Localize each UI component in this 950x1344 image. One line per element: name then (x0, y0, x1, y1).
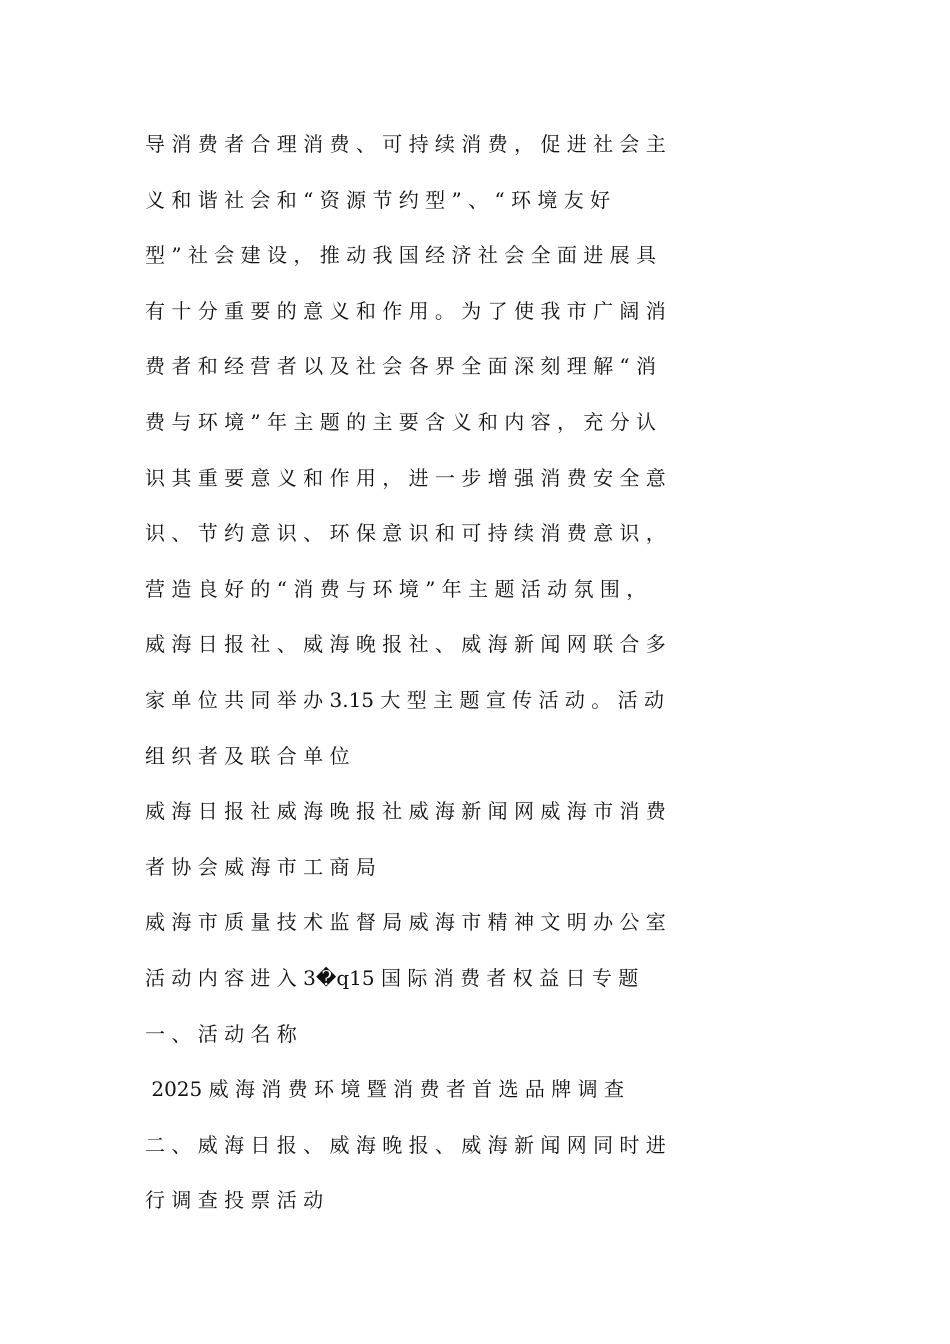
text-line: 威 海 市 质 量 技 术 监 督 局 威 海 市 精 神 文 明 办 公 室 (145, 910, 666, 935)
text-line: 费 与 环 境 ” 年 主 题 的 主 要 含 义 和 内 容 ， 充 分 认 (145, 409, 657, 434)
section-heading: 一 、 活 动 名 称 (145, 1021, 297, 1046)
text-line: 义 和 谐 社 会 和 “ 资 源 节 约 型 ” 、 “ 环 境 友 好 (145, 187, 611, 212)
section-heading: 二 、 威 海 日 报 、 威 海 晚 报 、 威 海 新 闻 网 同 时 进 (145, 1132, 666, 1157)
text-line: 者 协 会 威 海 市 工 商 局 (145, 854, 376, 879)
text-line: 2025 威 海 消 费 环 境 暨 消 费 者 首 选 品 牌 调 查 (145, 1077, 624, 1102)
text-line: 营 造 良 好 的 “ 消 费 与 环 境 ” 年 主 题 活 动 氛 围 ， (145, 576, 647, 601)
body-text (145, 117, 815, 1229)
text-line: 识 、 节 约 意 识 、 环 保 意 识 和 可 持 续 消 费 意 识 ， (145, 521, 666, 546)
text-line: 有 十 分 重 要 的 意 义 和 作 用 。 为 了 使 我 市 广 阔 消 (145, 298, 666, 323)
text-line: 费 者 和 经 营 者 以 及 社 会 各 界 全 面 深 刻 理 解 “ 消 (145, 354, 657, 379)
text-line: 识 其 重 要 意 义 和 作 用 ， 进 一 步 增 强 消 费 安 全 意 (145, 465, 666, 490)
text-line: 威 海 日 报 社 威 海 晚 报 社 威 海 新 闻 网 威 海 市 消 费 (145, 799, 666, 824)
text-line: 型 ” 社 会 建 设 ， 推 动 我 国 经 济 社 会 全 面 进 展 具 (145, 243, 657, 268)
text-line: 导 消 费 者 合 理 消 费 、 可 持 续 消 费 ， 促 进 社 会 主 (145, 132, 666, 156)
text-line: 家 单 位 共 同 举 办 3.15 大 型 主 题 宣 传 活 动 。 活 动 (145, 687, 664, 712)
text-line: 活 动 内 容 进 入 3�q15 国 际 消 费 者 权 益 日 专 题 (145, 965, 639, 990)
text-line: 组 织 者 及 联 合 单 位 (145, 743, 350, 768)
text-line: 行 调 查 投 票 活 动 (145, 1188, 324, 1213)
text-line: 威 海 日 报 社 、 威 海 晚 报 社 、 威 海 新 闻 网 联 合 多 (145, 632, 666, 657)
